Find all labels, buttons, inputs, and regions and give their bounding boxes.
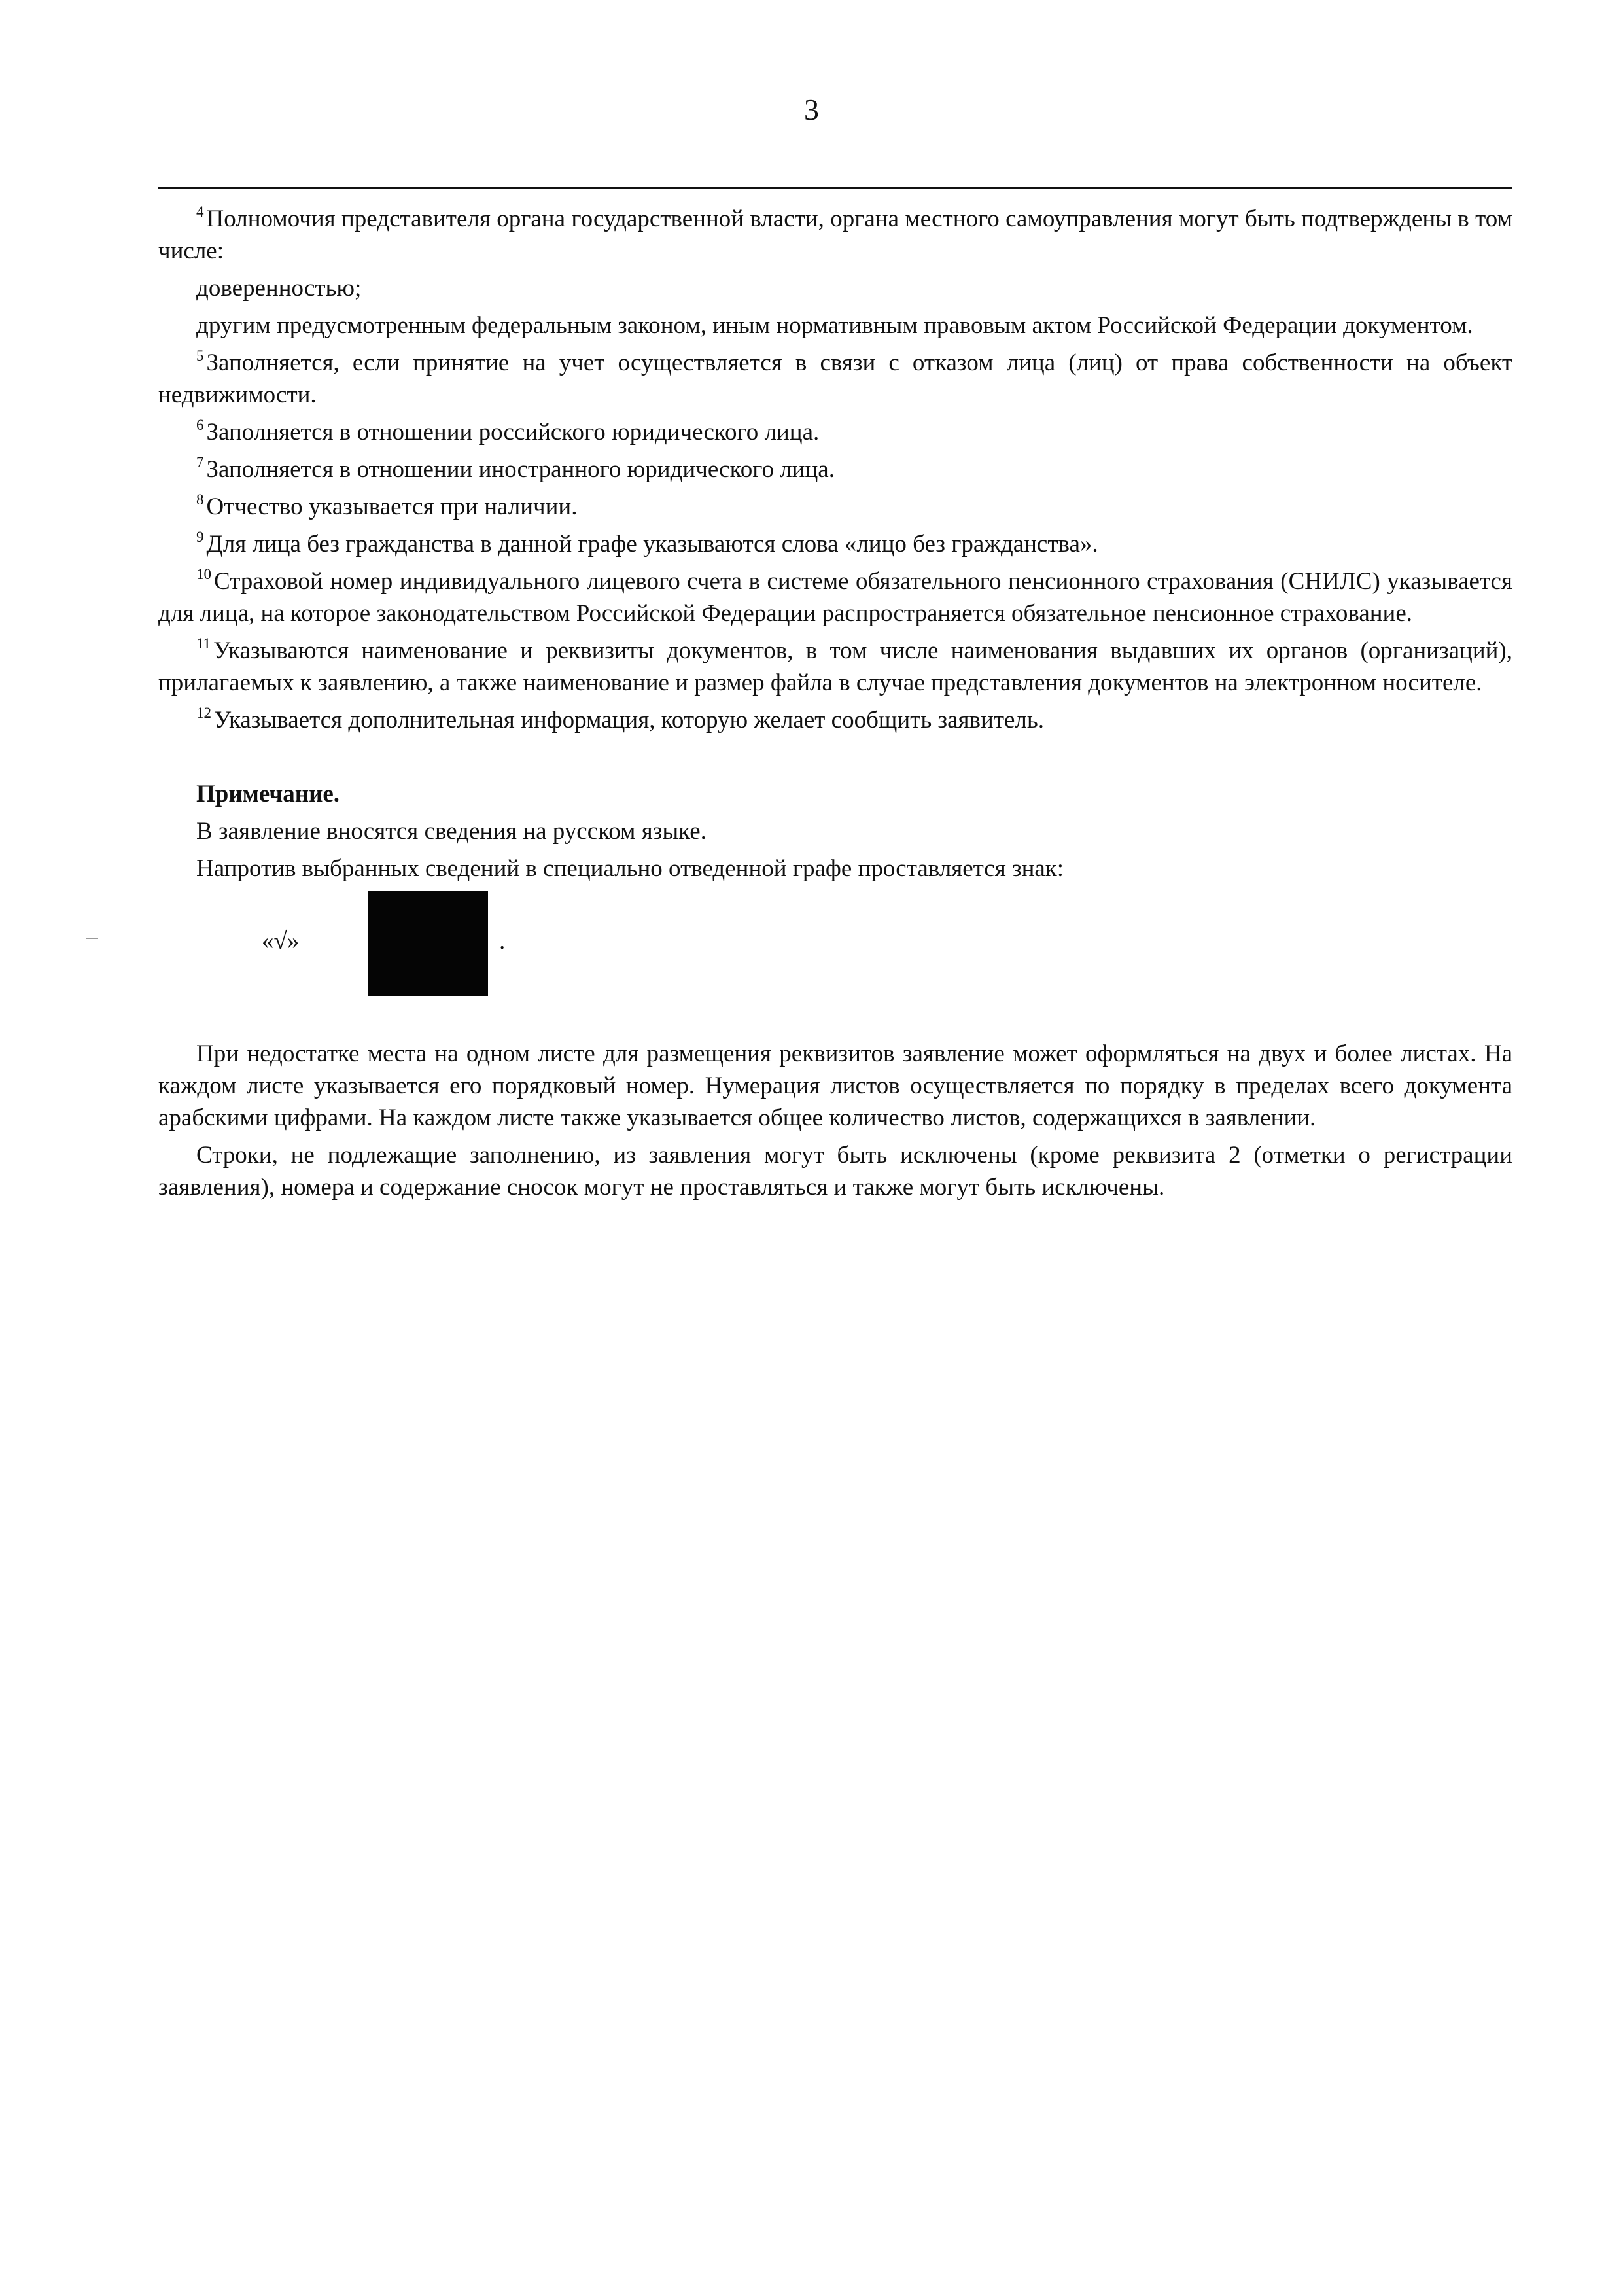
footnote-text: Заполняется в отношении российского юридического лица. [206,419,820,446]
footnote-separator [158,187,1512,189]
footnote-marker: 10 [196,566,211,582]
footnote-marker: 12 [196,705,211,721]
scan-artifact-dash [86,938,98,939]
note-sheets-paragraph: При недостатке места на одном листе для размещения реквизитов заявление может оформляться на двух и более листах. На каждом листе указывается его порядковый номер. Нумерация листов осуществляется по порядку в пределах всего документа арабскими цифрами. На каждом листе также указывается общее количество листов, содержащихся в заявлении. [158,1040,1512,1131]
footnote-text: Для лица без гражданства в данной графе указываются слова «лицо без гражданства». [206,531,1098,557]
footnote-6 [158,416,1512,448]
footnote-text: Заполняется, если принятие на учет осуществляется в связи с отказом лица (лиц) от права собственности на объект недвижимости. [158,349,1512,408]
footnote-text: Отчество указывается при наличии. [206,493,578,520]
footnote-9 [158,528,1512,560]
footnote-text: Страховой номер индивидуального лицевого счета в системе обязательного пенсионного страхования (СНИЛС) указывается для лица, на которое законодательством Российской Федерации распространяется обязательное пенсионное страхование. [158,568,1512,627]
footnote-4-item: другим предусмотренным федеральным законом, иным нормативным правовым актом Российской Федерации документом. [196,312,1473,339]
note-language-line: В заявление вносятся сведения на русском языке. [196,818,707,845]
mark-terminator: . [499,928,506,955]
footnote-marker: 9 [196,529,204,545]
footnote-text: Указываются наименование и реквизиты документов, в том числе наименования выдавших их органов (организаций), прилагаемых к заявлению, а также наименование и размер файла в случае представления документов на электронном носителе. [158,637,1512,696]
footnote-marker: 5 [196,347,204,364]
footnote-text: Полномочия представителя органа государственной власти, органа местного самоуправления могут быть подтверждены в том числе: [158,205,1512,264]
checkmark-label: «√» [262,928,300,955]
footnote-4-item: доверенностью; [196,275,362,302]
footnote-marker: 11 [196,635,211,652]
footnote-4 [158,203,1512,267]
note-title: Примечание. [196,781,340,807]
footnote-marker: 6 [196,417,204,433]
document-body [158,203,1512,1209]
footnote-marker: 7 [196,454,204,470]
footnote-text: Заполняется в отношении иностранного юридического лица. [206,456,835,483]
footnote-11 [158,635,1512,699]
page-number: 3 [804,93,819,126]
footnote-marker: 8 [196,491,204,508]
redacted-mark-box [368,891,488,996]
footnote-marker: 4 [196,203,204,220]
note-exclusion-paragraph: Строки, не подлежащие заполнению, из заявления могут быть исключены (кроме реквизита 2 (отметки о регистрации заявления), номера и содержание сносок могут не проставляться и также могут быть исключены. [158,1142,1512,1201]
mark-example [158,890,1512,1002]
footnote-5 [158,347,1512,411]
footnote-8 [158,491,1512,523]
footnote-7 [158,453,1512,486]
footnote-12 [158,704,1512,736]
note-mark-line: Напротив выбранных сведений в специально отведенной графе проставляется знак: [196,855,1064,882]
footnote-10 [158,565,1512,629]
footnote-text: Указывается дополнительная информация, которую желает сообщить заявитель. [214,707,1045,733]
